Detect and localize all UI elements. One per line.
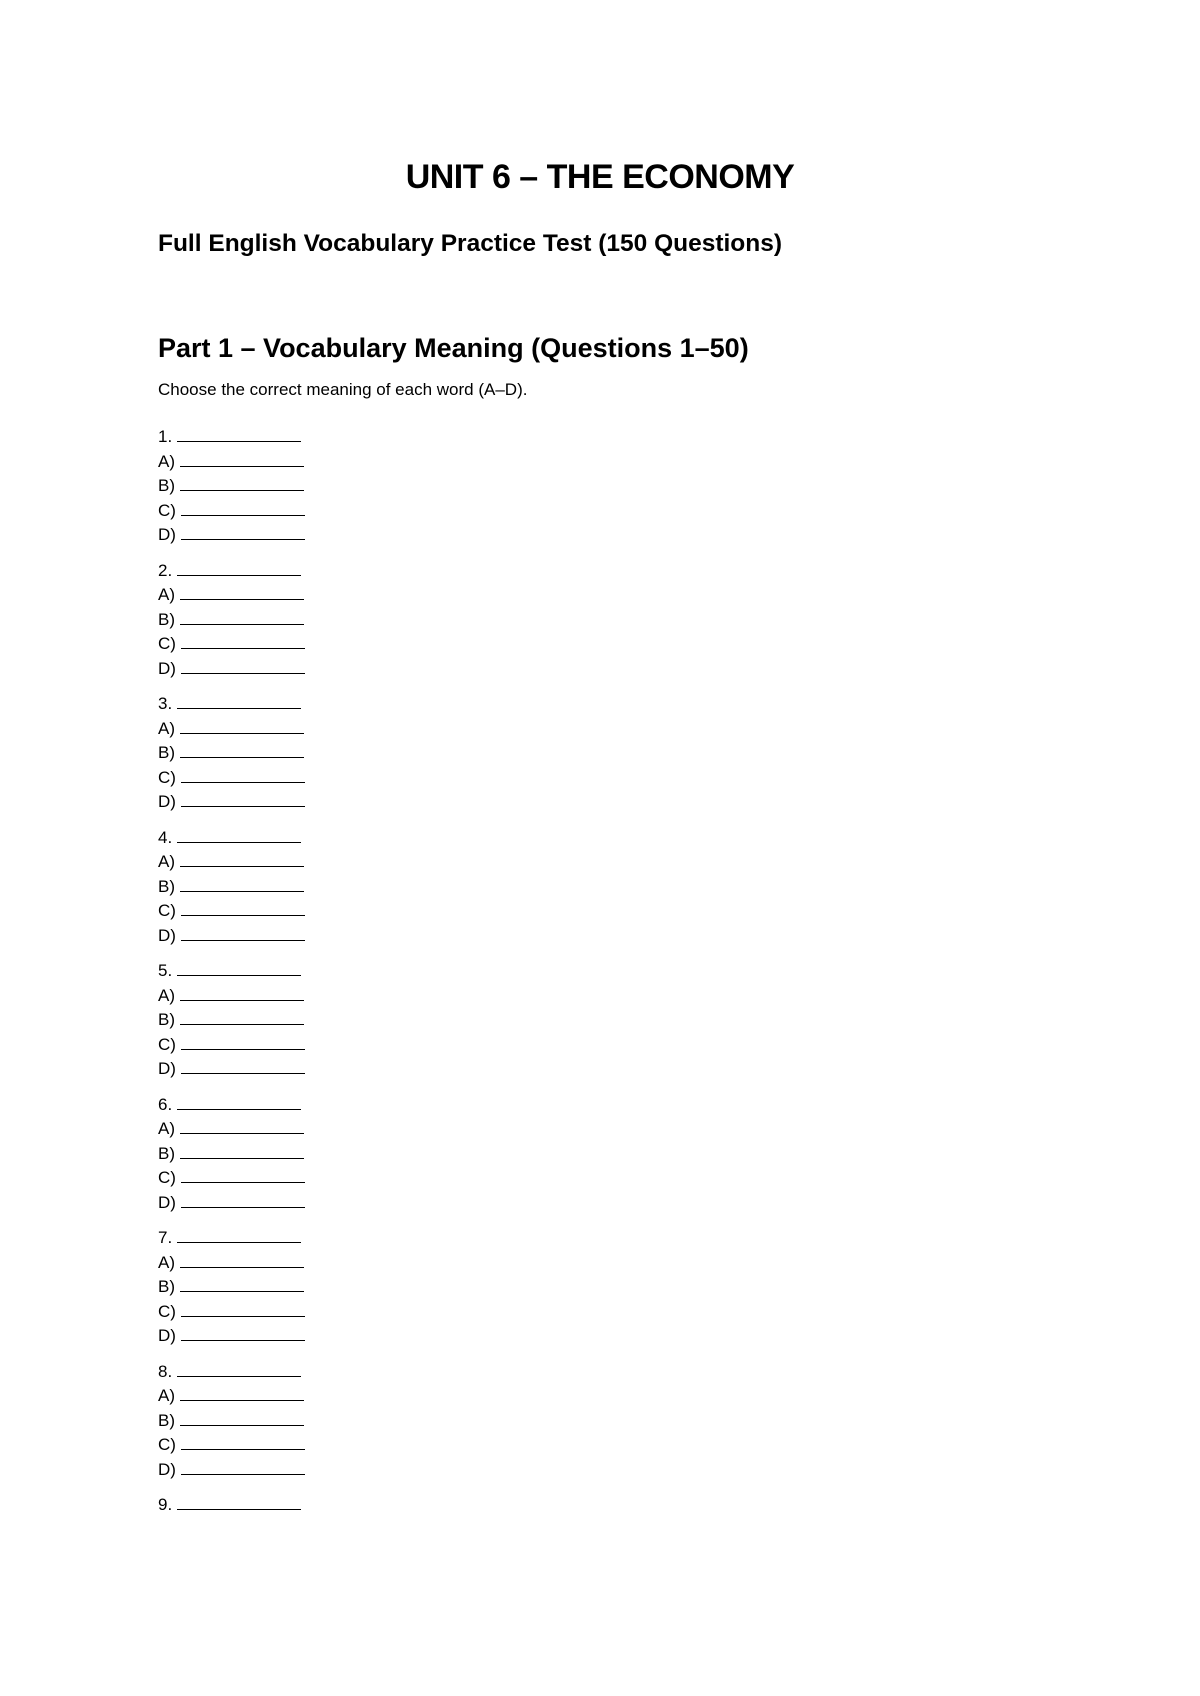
- option-line: [158, 1433, 758, 1458]
- question-answer-blank[interactable]: [177, 1227, 301, 1243]
- option-answer-blank[interactable]: [180, 609, 304, 625]
- option-line: [158, 1166, 758, 1191]
- question-number: 4.: [158, 827, 173, 847]
- option-label: D): [158, 1059, 176, 1078]
- question-item: [158, 959, 758, 1082]
- option-label: D): [158, 525, 176, 544]
- option-answer-blank[interactable]: [181, 791, 305, 807]
- document-subtitle: Full English Vocabulary Practice Test (150 Questions): [158, 230, 783, 257]
- option-answer-blank[interactable]: [181, 1058, 305, 1074]
- option-answer-blank[interactable]: [180, 742, 304, 758]
- option-line: [158, 1142, 758, 1167]
- option-line: [158, 1275, 758, 1300]
- option-label: D): [158, 1459, 176, 1479]
- option-answer-blank[interactable]: [181, 524, 305, 540]
- part-1-heading: Part 1 – Vocabulary Meaning (Questions 1–50): [158, 333, 749, 363]
- question-line: [158, 559, 758, 584]
- option-label: A): [158, 1252, 175, 1272]
- option-label: B): [158, 476, 175, 495]
- question-list: [158, 425, 758, 1529]
- question-line: [158, 1093, 758, 1118]
- option-label: B): [158, 876, 175, 896]
- option-label: C): [158, 767, 176, 787]
- option-label: C): [158, 1435, 176, 1454]
- question-number: 6.: [158, 1094, 173, 1114]
- option-label: A): [158, 451, 175, 471]
- question-answer-blank[interactable]: [177, 1094, 301, 1110]
- question-answer-blank[interactable]: [177, 1361, 301, 1377]
- question-line: [158, 1360, 758, 1385]
- option-label: A): [158, 585, 175, 604]
- question-line: [158, 692, 758, 717]
- question-line: [158, 1226, 758, 1251]
- option-answer-blank[interactable]: [180, 584, 304, 600]
- question-answer-blank[interactable]: [177, 827, 301, 843]
- option-answer-blank[interactable]: [181, 1301, 305, 1317]
- question-answer-blank[interactable]: [177, 693, 301, 709]
- question-item: [158, 425, 758, 548]
- question-line: [158, 826, 758, 851]
- option-line: [158, 474, 758, 499]
- option-answer-blank[interactable]: [181, 1192, 305, 1208]
- option-answer-blank[interactable]: [181, 1434, 305, 1450]
- option-label: C): [158, 634, 176, 653]
- question-item: [158, 1360, 758, 1483]
- option-label: A): [158, 1386, 175, 1405]
- option-line: [158, 1057, 758, 1082]
- question-line: [158, 959, 758, 984]
- option-answer-blank[interactable]: [180, 1276, 304, 1292]
- option-label: B): [158, 1277, 175, 1296]
- option-line: [158, 632, 758, 657]
- option-line: [158, 875, 758, 900]
- option-line: [158, 657, 758, 682]
- option-line: [158, 1458, 758, 1483]
- question-answer-blank[interactable]: [177, 560, 301, 576]
- option-answer-blank[interactable]: [180, 851, 304, 867]
- question-answer-blank[interactable]: [177, 1494, 301, 1510]
- option-answer-blank[interactable]: [180, 1118, 304, 1134]
- option-line: [158, 1033, 758, 1058]
- option-label: B): [158, 1010, 175, 1029]
- option-line: [158, 850, 758, 875]
- question-item: [158, 1493, 758, 1518]
- option-answer-blank[interactable]: [181, 1459, 305, 1475]
- option-line: [158, 1409, 758, 1434]
- question-number: 7.: [158, 1228, 173, 1247]
- option-line: [158, 790, 758, 815]
- option-label: A): [158, 718, 175, 738]
- option-line: [158, 608, 758, 633]
- option-answer-blank[interactable]: [181, 925, 305, 941]
- option-answer-blank[interactable]: [180, 1410, 304, 1426]
- option-label: A): [158, 852, 175, 871]
- option-answer-blank[interactable]: [180, 985, 304, 1001]
- option-line: [158, 1300, 758, 1325]
- option-label: D): [158, 658, 176, 678]
- option-line: [158, 924, 758, 949]
- option-answer-blank[interactable]: [181, 900, 305, 916]
- option-answer-blank[interactable]: [180, 1009, 304, 1025]
- question-number: 2.: [158, 560, 173, 580]
- option-line: [158, 1191, 758, 1216]
- option-answer-blank[interactable]: [180, 718, 304, 734]
- question-number: 5.: [158, 961, 173, 980]
- option-line: [158, 499, 758, 524]
- option-line: [158, 766, 758, 791]
- question-answer-blank[interactable]: [177, 426, 301, 442]
- option-label: B): [158, 609, 175, 629]
- option-label: A): [158, 985, 175, 1005]
- option-label: A): [158, 1119, 175, 1138]
- option-line: [158, 1384, 758, 1409]
- question-number: 8.: [158, 1361, 173, 1381]
- option-label: B): [158, 743, 175, 762]
- option-label: C): [158, 1168, 176, 1187]
- option-answer-blank[interactable]: [180, 451, 304, 467]
- option-line: [158, 1324, 758, 1349]
- part-1-instruction: Choose the correct meaning of each word (A–D).: [158, 380, 528, 399]
- option-answer-blank[interactable]: [181, 767, 305, 783]
- option-line: [158, 523, 758, 548]
- question-item: [158, 1093, 758, 1216]
- option-line: [158, 1117, 758, 1142]
- option-label: C): [158, 1301, 176, 1321]
- question-answer-blank[interactable]: [177, 960, 301, 976]
- question-item: [158, 826, 758, 949]
- option-answer-blank[interactable]: [180, 1385, 304, 1401]
- option-label: B): [158, 1410, 175, 1430]
- question-line: [158, 1493, 758, 1518]
- question-line: [158, 425, 758, 450]
- question-number: 1.: [158, 427, 173, 446]
- option-label: D): [158, 792, 176, 811]
- question-item: [158, 559, 758, 682]
- option-line: [158, 450, 758, 475]
- question-item: [158, 692, 758, 815]
- option-line: [158, 741, 758, 766]
- question-item: [158, 1226, 758, 1349]
- option-line: [158, 717, 758, 742]
- option-answer-blank[interactable]: [180, 1252, 304, 1268]
- option-label: B): [158, 1143, 175, 1163]
- option-answer-blank[interactable]: [180, 876, 304, 892]
- option-line: [158, 984, 758, 1009]
- option-answer-blank[interactable]: [181, 500, 305, 516]
- option-label: C): [158, 901, 176, 920]
- question-number: 9.: [158, 1495, 173, 1514]
- option-label: C): [158, 1034, 176, 1054]
- option-answer-blank[interactable]: [181, 658, 305, 674]
- option-line: [158, 583, 758, 608]
- option-line: [158, 899, 758, 924]
- option-answer-blank[interactable]: [180, 1143, 304, 1159]
- option-answer-blank[interactable]: [180, 475, 304, 491]
- option-answer-blank[interactable]: [181, 633, 305, 649]
- option-answer-blank[interactable]: [181, 1034, 305, 1050]
- question-number: 3.: [158, 694, 173, 713]
- option-label: D): [158, 1326, 176, 1345]
- option-line: [158, 1008, 758, 1033]
- option-label: D): [158, 1192, 176, 1212]
- option-answer-blank[interactable]: [181, 1167, 305, 1183]
- option-label: D): [158, 925, 176, 945]
- option-answer-blank[interactable]: [181, 1325, 305, 1341]
- document-title: UNIT 6 – THE ECONOMY: [405, 158, 795, 196]
- option-label: C): [158, 500, 176, 520]
- option-line: [158, 1251, 758, 1276]
